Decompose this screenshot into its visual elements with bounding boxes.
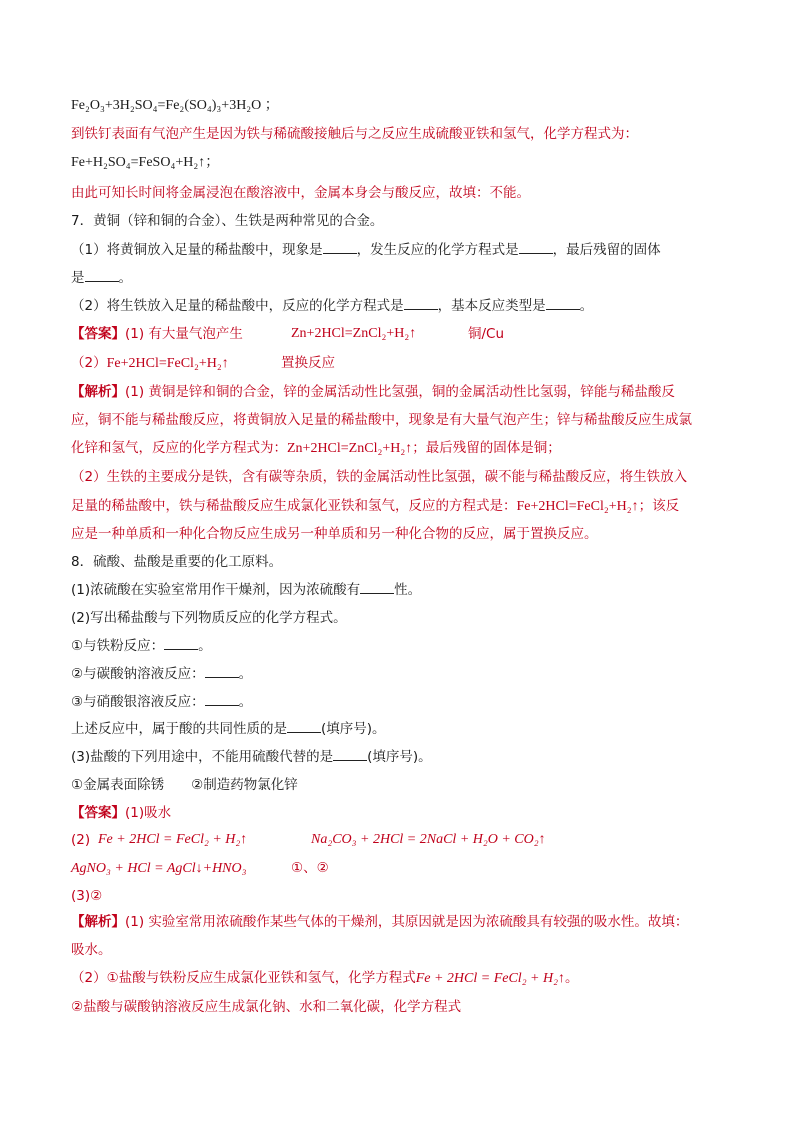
q8-item2 (71, 664, 252, 684)
explanation-bubbles: 到铁钉表面有气泡产生是因为铁与稀硫酸接触后与之反应生成硫酸亚铁和氢气，化学方程式为： (71, 126, 638, 142)
q8-answer-row3 (71, 858, 731, 879)
q7-answer2-equation: Fe+2HCl=FeCl₂+H₂↑ (106, 356, 229, 371)
q8-analysis-line4: ②盐酸与碳酸钠溶液反应生成氯化钠、水和二氧化碳，化学方程式 (71, 999, 462, 1015)
analysis-tag: 【解析】 (71, 384, 125, 400)
q7-part2-text-c: 。 (579, 298, 594, 314)
q8-answer2-common: ①、② (291, 860, 329, 876)
answer-blank[interactable] (287, 719, 321, 733)
q8-part1-text: (1)浓硫酸在实验室常用作干燥剂，因为浓硫酸有 (71, 582, 361, 598)
q8-part3-text: (3)盐酸的下列用途中，不能用硫酸代替的是 (71, 749, 334, 765)
q7-part2-text-a: （2）将生铁放入足量的稀盐酸中，反应的化学方程式是 (71, 298, 404, 314)
q8-item-text: ①与铁粉反应： (71, 638, 165, 654)
q8-answer1: (1)吸水 (125, 805, 172, 821)
q8-part2: (2)写出稀盐酸与下列物质反应的化学方程式。 (71, 610, 347, 626)
answer-blank[interactable] (333, 747, 367, 761)
period: 。 (238, 694, 253, 710)
q7-part1-cont (71, 268, 132, 288)
q8-answer2-label: (2) (71, 832, 91, 848)
q8-analysis-text: 。 (565, 970, 579, 986)
q8-part1-text: 性。 (394, 582, 422, 598)
q7-answer2-type: 置换反应 (281, 355, 335, 371)
answer-blank[interactable] (164, 636, 198, 650)
q8-answer2-equation-na2co3: Na₂CO₃ + 2HCl = 2NaCl + H₂O + CO₂↑ (311, 832, 546, 847)
q8-item3 (71, 692, 252, 712)
q7-answer1-equation: Zn+2HCl=ZnCl₂+H₂↑ (291, 326, 417, 341)
q7-stem: 7．黄铜（锌和铜的合金）、生铁是两种常见的合金。 (71, 213, 384, 229)
q7-analysis-text: 化锌和氢气，反应的化学方程式为： (71, 440, 287, 456)
q8-analysis-text: ①盐酸与铁粉反应生成氯化亚铁和氢气，化学方程式 (106, 970, 416, 986)
answer-blank[interactable] (205, 692, 239, 706)
q7-answer1-phenomenon: (1) 有大量气泡产生 (125, 326, 243, 342)
q8-answer3: (3)② (71, 888, 103, 904)
q8-common (71, 719, 386, 739)
q7-analysis-line4: （2）生铁的主要成分是铁，含有碳等杂质，铁的金属活动性比氢强，碳不能与稀盐酸反应，将生铁放入 (71, 469, 688, 485)
q8-stem: 8．硫酸、盐酸是重要的化工原料。 (71, 554, 283, 570)
answer-blank[interactable] (360, 580, 394, 594)
q8-analysis-equation: Fe + 2HCl = FeCl₂ + H₂↑ (415, 971, 565, 986)
q7-part1-text-c: ，最后残留的固体 (552, 242, 661, 258)
analysis-tag: 【解析】 (71, 914, 125, 930)
q8-answer-row2 (71, 830, 731, 850)
answer-blank[interactable] (519, 240, 553, 254)
q7-answer2-label: （2） (71, 355, 107, 371)
answer-blank[interactable] (546, 296, 580, 310)
answer-blank[interactable] (404, 296, 438, 310)
q7-part1-text-e: 。 (118, 270, 132, 286)
q7-part1 (71, 240, 661, 260)
q7-part1-text-b: ，发生反应的化学方程式是 (356, 242, 519, 258)
period: 。 (238, 666, 253, 682)
q8-analysis-line3 (71, 968, 579, 989)
q8-item-text: ②与碳酸钠溶液反应： (71, 666, 205, 682)
q8-part3-text: (填序号)。 (367, 749, 432, 765)
q8-item1 (71, 636, 212, 656)
q7-analysis-equation: Zn+2HCl=ZnCl₂+H₂↑ (287, 441, 413, 456)
equation-rust-sulfuric: Fe₂O₃+3H₂SO₄=Fe₂(SO₄)₃+3H₂O ； (71, 98, 279, 113)
q7-analysis-line1 (71, 382, 675, 402)
answer-blank[interactable] (85, 268, 119, 282)
q8-answer2-equation-agno3: AgNO₃ + HCl = AgCl↓+HNO₃ (71, 861, 247, 876)
q7-analysis-text: 足量的稀盐酸中，铁与稀盐酸反应生成氯化亚铁和氢气，反应的方程式是： (71, 498, 517, 514)
q7-part1-text-a: （1）将黄铜放入足量的稀盐酸中，现象是 (71, 242, 323, 258)
q8-options: ①金属表面除锈 ②制造药物氯化锌 (71, 777, 298, 793)
q8-item-text: ③与硝酸银溶液反应： (71, 694, 205, 710)
q8-answer-row1 (71, 803, 171, 823)
q7-analysis-line3 (71, 438, 561, 459)
q8-common-text: 上述反应中，属于酸的共同性质的是 (71, 721, 287, 737)
equation-iron-sulfuric: Fe+H₂SO₄=FeSO₄+H₂↑； (71, 155, 220, 170)
q7-analysis-text: ；最后残留的固体是铜； (412, 440, 561, 456)
q7-analysis-text: ；该反 (638, 498, 680, 514)
q7-analysis-line2: 应，铜不能与稀盐酸反应，将黄铜放入足量的稀盐酸中，现象是有大量气泡产生；锌与稀盐酸反应生成氯 (71, 412, 692, 428)
answer-blank[interactable] (205, 664, 239, 678)
answer-tag: 【答案】 (71, 805, 125, 821)
q7-analysis-text: (1) 黄铜是锌和铜的合金，锌的金属活动性比氢强，铜的金属活动性比氢弱，锌能与稀盐酸反 (125, 384, 675, 400)
q7-analysis-line6: 应是一种单质和一种化合物反应生成另一种单质和另一种化合物的反应，属于置换反应。 (71, 526, 598, 542)
conclusion-text: 由此可知长时间将金属浸泡在酸溶液中，金属本身会与酸反应，故填：不能。 (71, 185, 530, 201)
answer-tag: 【答案】 (71, 326, 125, 342)
q8-part3 (71, 747, 432, 767)
q8-analysis-text: (1) 实验室常用浓硫酸作某些气体的干燥剂，其原因就是因为浓硫酸具有较强的吸水性。故填： (125, 914, 689, 930)
q8-answer2-equation-fe: Fe + 2HCl = FeCl₂ + H₂↑ (98, 832, 248, 847)
q8-part1 (71, 580, 421, 600)
q7-answer-row2 (71, 353, 731, 374)
q7-part1-text-d: 是 (71, 270, 85, 286)
q7-analysis-line5 (71, 496, 679, 517)
q7-analysis-equation: Fe+2HCl=FeCl₂+H₂↑ (516, 499, 639, 514)
q8-analysis-text: （2） (71, 970, 107, 986)
answer-blank[interactable] (323, 240, 357, 254)
q7-answer1-solid: 铜/Cu (468, 326, 505, 342)
q8-analysis-line2: 吸水。 (71, 942, 112, 958)
period: 。 (198, 638, 212, 654)
q7-part2-text-b: ，基本反应类型是 (437, 298, 546, 314)
q7-part2 (71, 296, 593, 316)
q7-answer-row1 (71, 324, 731, 344)
q8-analysis-line1 (71, 912, 688, 932)
q8-common-text: (填序号)。 (321, 721, 386, 737)
